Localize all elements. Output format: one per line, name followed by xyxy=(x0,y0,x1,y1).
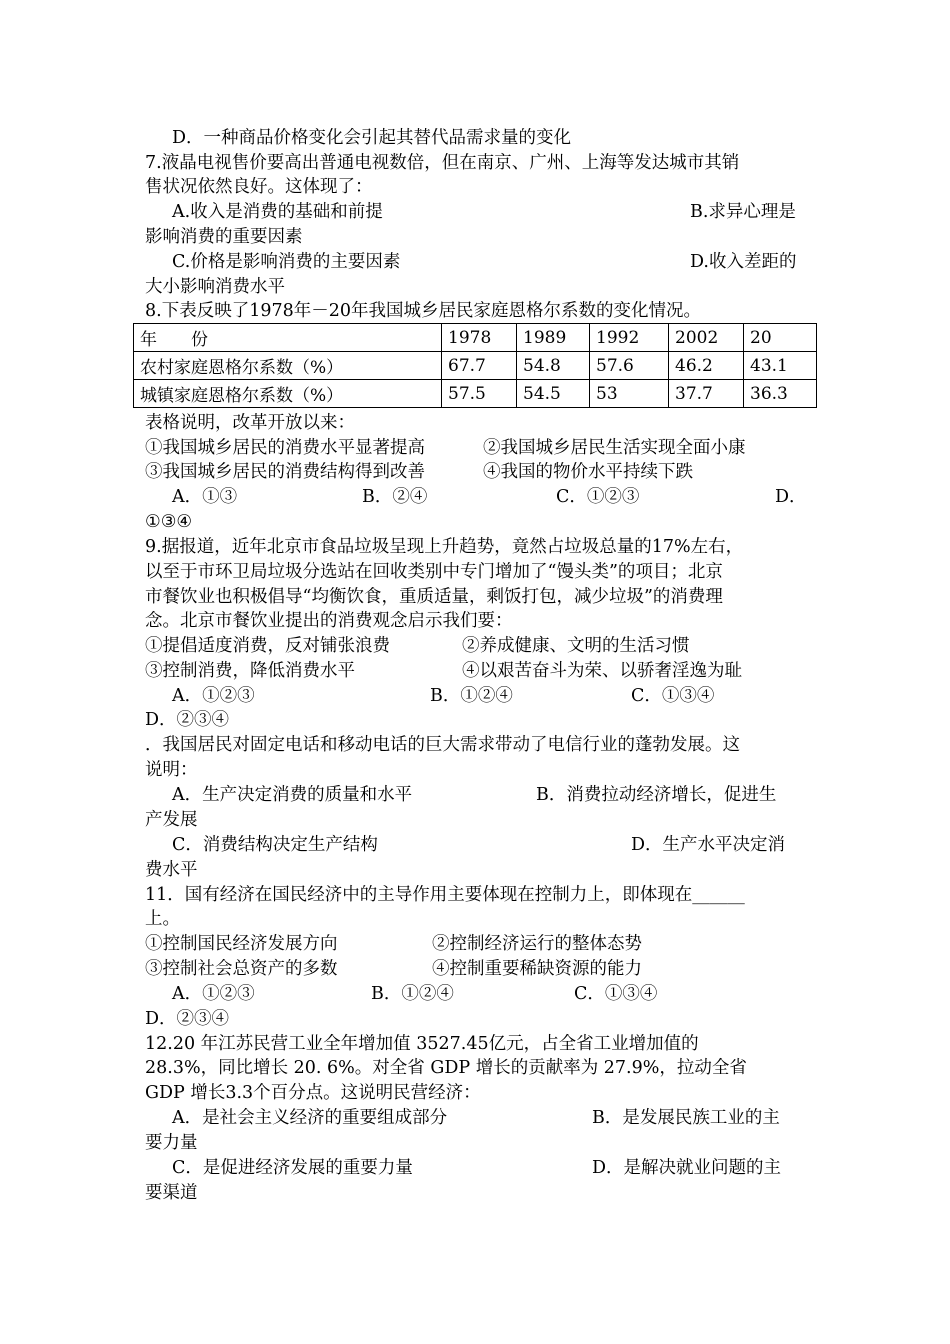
table-cell: 1978 xyxy=(442,324,517,352)
q9-option-a: A．①②③ xyxy=(172,686,255,706)
table-cell: 54.8 xyxy=(517,352,590,380)
q6-option-d: D．一种商品价格变化会引起其替代品需求量的变化 xyxy=(172,128,572,148)
q9-statement-1: ①提倡适度消费，反对铺张浪费 xyxy=(145,636,390,656)
q12-option-b-cont: 要力量 xyxy=(145,1133,198,1153)
table-cell: 43.1 xyxy=(744,352,817,380)
q7-option-b-cont: 影响消费的重要因素 xyxy=(145,227,303,247)
q11-statement-2: ②控制经济运行的整体态势 xyxy=(432,934,642,954)
q7-stem-line2: 售状况依然良好。这体现了： xyxy=(145,177,373,197)
q8-statement-4: ④我国的物价水平持续下跌 xyxy=(483,462,693,482)
q10-option-d: D．生产水平决定消 xyxy=(631,835,786,855)
table-header-row xyxy=(134,324,817,352)
q9-stem-line1: 9.据报道，近年北京市食品垃圾呈现上升趋势，竟然占垃圾总量的17%左右， xyxy=(145,537,744,557)
table-cell: 1989 xyxy=(517,324,590,352)
q12-option-b: B．是发展民族工业的主 xyxy=(592,1108,780,1128)
engel-coefficient-table xyxy=(133,323,817,408)
q9-stem-line2: 以至于市环卫局垃圾分选站在回收类别中专门增加了“馒头类”的项目；北京 xyxy=(145,562,723,582)
q7-option-a: A.收入是消费的基础和前提 xyxy=(172,202,383,222)
table-cell: 城镇家庭恩格尔系数（%） xyxy=(134,380,442,408)
table-cell: 36.3 xyxy=(744,380,817,408)
table-cell: 53 xyxy=(590,380,669,408)
q8-statement-1: ①我国城乡居民的消费水平显著提高 xyxy=(145,438,425,458)
q8-option-d: D． xyxy=(775,487,807,507)
q9-option-d: D．②③④ xyxy=(145,710,230,730)
q11-option-c: C．①③④ xyxy=(574,984,658,1004)
q8-option-a: A．①③ xyxy=(172,487,238,507)
q7-option-d: D.收入差距的 xyxy=(690,252,797,272)
table-cell: 54.5 xyxy=(517,380,590,408)
q11-statement-3: ③控制社会总资产的多数 xyxy=(145,959,338,979)
table-cell: 37.7 xyxy=(669,380,744,408)
q11-statement-1: ①控制国民经济发展方向 xyxy=(145,934,338,954)
q11-stem-line2: 上。 xyxy=(145,909,180,929)
q12-stem-line3: GDP 增长3.3个百分点。这说明民营经济： xyxy=(145,1083,481,1103)
q7-option-d-cont: 大小影响消费水平 xyxy=(145,277,285,297)
table-cell: 农村家庭恩格尔系数（%） xyxy=(134,352,442,380)
q8-option-d-cont: ①③④ xyxy=(145,512,193,532)
q9-statement-2: ②养成健康、文明的生活习惯 xyxy=(462,636,690,656)
q12-option-d-cont: 要渠道 xyxy=(145,1183,198,1203)
q9-option-c: C．①③④ xyxy=(631,686,715,706)
q7-option-c: C.价格是影响消费的主要因素 xyxy=(172,252,401,272)
q9-option-b: B．①②④ xyxy=(430,686,513,706)
q12-stem-line1: 12.20 年江苏民营工业全年增加值 3527.45亿元，占全省工业增加值的 xyxy=(145,1034,699,1054)
q12-option-d: D．是解决就业问题的主 xyxy=(592,1158,782,1178)
q12-stem-line2: 28.3%，同比增长 20. 6%。对全省 GDP 增长的贡献率为 27.9%，拉动全省 xyxy=(145,1058,747,1078)
q10-option-a: A．生产决定消费的质量和水平 xyxy=(172,785,413,805)
q8-statement-3: ③我国城乡居民的消费结构得到改善 xyxy=(145,462,425,482)
q7-stem-line1: 7.液晶电视售价要高出普通电视数倍，但在南京、广州、上海等发达城市其销 xyxy=(145,153,740,173)
q8-statement-2: ②我国城乡居民生活实现全面小康 xyxy=(483,438,746,458)
table-cell: 年 份 xyxy=(134,324,442,352)
q8-stem: 8.下表反映了1978年－20年我国城乡居民家庭恩格尔系数的变化情况。 xyxy=(145,301,701,321)
q10-option-b-cont: 产发展 xyxy=(145,810,198,830)
q11-option-d: D．②③④ xyxy=(145,1009,230,1029)
table-cell: 57.6 xyxy=(590,352,669,380)
q9-statement-3: ③控制消费，降低消费水平 xyxy=(145,661,355,681)
q8-option-b: B．②④ xyxy=(362,487,428,507)
q8-option-c: C．①②③ xyxy=(556,487,640,507)
table-row xyxy=(134,380,817,408)
q8-table-note: 表格说明，改革开放以来： xyxy=(145,413,355,433)
q11-option-a: A．①②③ xyxy=(172,984,255,1004)
table-cell: 67.7 xyxy=(442,352,517,380)
q12-option-c: C．是促进经济发展的重要力量 xyxy=(172,1158,413,1178)
q9-stem-line3: 市餐饮业也积极倡导“均衡饮食，重质适量，剩饭打包，减少垃圾”的消费理 xyxy=(145,587,723,607)
table-cell: 2002 xyxy=(669,324,744,352)
q10-option-b: B．消费拉动经济增长，促进生 xyxy=(536,785,777,805)
q9-statement-4: ④以艰苦奋斗为荣、以骄奢淫逸为耻 xyxy=(462,661,742,681)
table-row xyxy=(134,352,817,380)
q10-option-c: C．消费结构决定生产结构 xyxy=(172,835,378,855)
table-cell: 20 xyxy=(744,324,817,352)
q11-stem-line1: 11．国有经济在国民经济中的主导作用主要体现在控制力上，即体现在______ xyxy=(145,885,745,905)
table-cell: 57.5 xyxy=(442,380,517,408)
q10-option-d-cont: 费水平 xyxy=(145,860,198,880)
q9-stem-line4: 念。北京市餐饮业提出的消费观念启示我们要： xyxy=(145,611,513,631)
q11-option-b: B．①②④ xyxy=(371,984,454,1004)
q7-option-b: B.求异心理是 xyxy=(690,202,796,222)
q10-stem-line2: 说明： xyxy=(145,760,198,780)
q11-statement-4: ④控制重要稀缺资源的能力 xyxy=(432,959,642,979)
table-cell: 46.2 xyxy=(669,352,744,380)
q10-stem-line1: ．我国居民对固定电话和移动电话的巨大需求带动了电信行业的蓬勃发展。这 xyxy=(145,735,740,755)
q12-option-a: A．是社会主义经济的重要组成部分 xyxy=(172,1108,448,1128)
table-cell: 1992 xyxy=(590,324,669,352)
